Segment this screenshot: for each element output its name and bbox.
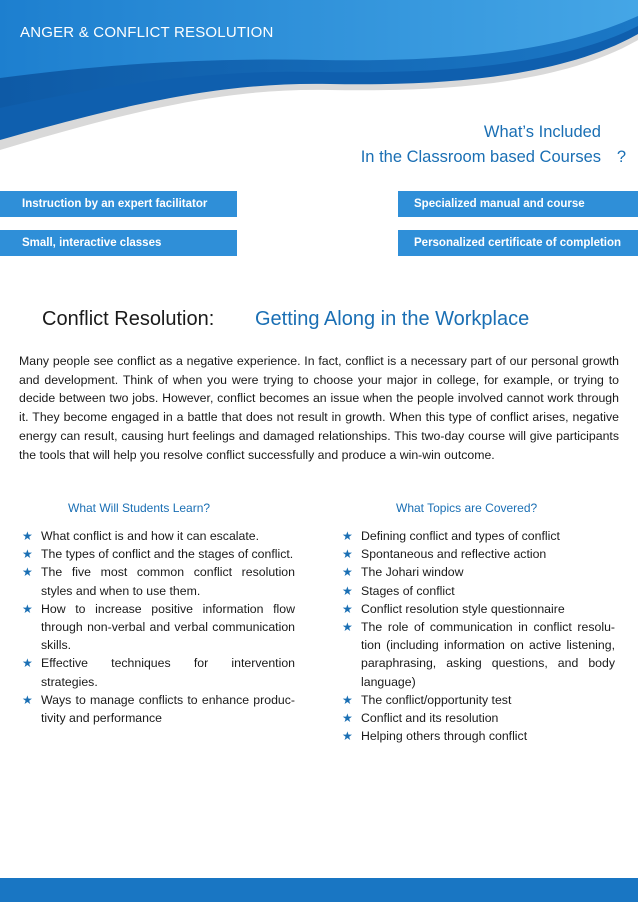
list-item: ★ The types of conflict and the stages of conflict. [22, 545, 295, 563]
course-title: Conflict Resolution: [42, 308, 215, 330]
topics-heading: What Topics are Covered? [396, 501, 538, 515]
list-item: ★ Effective techniques for intervention strategies. [22, 656, 295, 689]
feature-tag-small-classes: Small, interactive classes [0, 230, 237, 256]
star-icon: ★ [22, 656, 33, 671]
star-icon: ★ [342, 547, 353, 562]
star-icon: ★ [342, 729, 353, 744]
star-icon: ★ [342, 620, 353, 635]
included-line-2: In the Classroom based Courses [360, 148, 601, 166]
list-item: ★ The Johari window [342, 563, 615, 581]
star-icon: ★ [342, 692, 353, 707]
star-icon: ★ [342, 529, 353, 543]
topics-list [342, 527, 615, 745]
learn-heading: What Will Students Learn? [68, 501, 211, 515]
list-item: ★ What conflict is and how it can escalate. [22, 527, 295, 545]
star-icon: ★ [342, 711, 353, 726]
star-icon: ★ [342, 601, 353, 616]
learn-list [22, 527, 295, 727]
list-item: ★ Conflict and its resolution [342, 709, 615, 727]
list-item: ★ Spontaneous and reflective action [342, 545, 615, 563]
star-icon: ★ [22, 601, 33, 616]
list-item: ★ Conflict resolution style questionnaire [342, 600, 615, 618]
list-item: ★ Ways to manage conflicts to enhance produc-tivity and performance [22, 692, 295, 726]
list-item: ★ Stages of conflict [342, 582, 615, 600]
list-item: ★ Defining conflict and types of conflict [342, 527, 615, 545]
star-icon: ★ [22, 565, 33, 580]
list-item: ★ Helping others through conflict [342, 727, 615, 745]
feature-tag-materials: Specialized manual and course [398, 191, 638, 217]
list-item: ★ The five most common conflict resolution styles and when to use them. [22, 565, 295, 598]
course-intro: Many people see conflict as a negative experience. In fact, conflict is a necessary part of our personal growth and development. Think of when you were trying to choose your major in college, for example, or trying to decide between two jobs. However, conflict becomes an issue when the people involved cannot work through it. They become engaged in a battle that does not result in growth. When this type of conflict arises, negative energy can result, causing hurt feelings and damaged relationships. This two-day course will give participants the tools that will help you resolve conflict successfully and produce a win-win outcome. [19, 354, 619, 462]
star-icon: ★ [22, 529, 33, 543]
list-item: ★ The conflict/opportunity test [342, 691, 615, 709]
feature-tag-certificate: Personalized certificate of completion [398, 230, 638, 256]
brand-title: ANGER & CONFLICT RESOLUTION [20, 24, 274, 41]
included-mark: ? [616, 148, 626, 166]
list-item: ★ How to increase positive information flow through non-verbal and verbal communication skills. [22, 601, 295, 653]
included-line-1: What’s Included [483, 123, 601, 141]
included-heading [360, 120, 626, 170]
course-subtitle: Getting Along in the Workplace [255, 308, 530, 330]
feature-tag-expert: Instruction by an expert facilitator [0, 191, 237, 217]
list-item: ★ The role of communication in conflict resolu-tion (including information on active listening, paraphrasing, asking questions, and body language) [342, 620, 615, 689]
star-icon: ★ [22, 692, 33, 707]
star-icon: ★ [342, 583, 353, 598]
star-icon: ★ [22, 547, 33, 562]
star-icon: ★ [342, 565, 353, 580]
footer-band [0, 878, 638, 902]
